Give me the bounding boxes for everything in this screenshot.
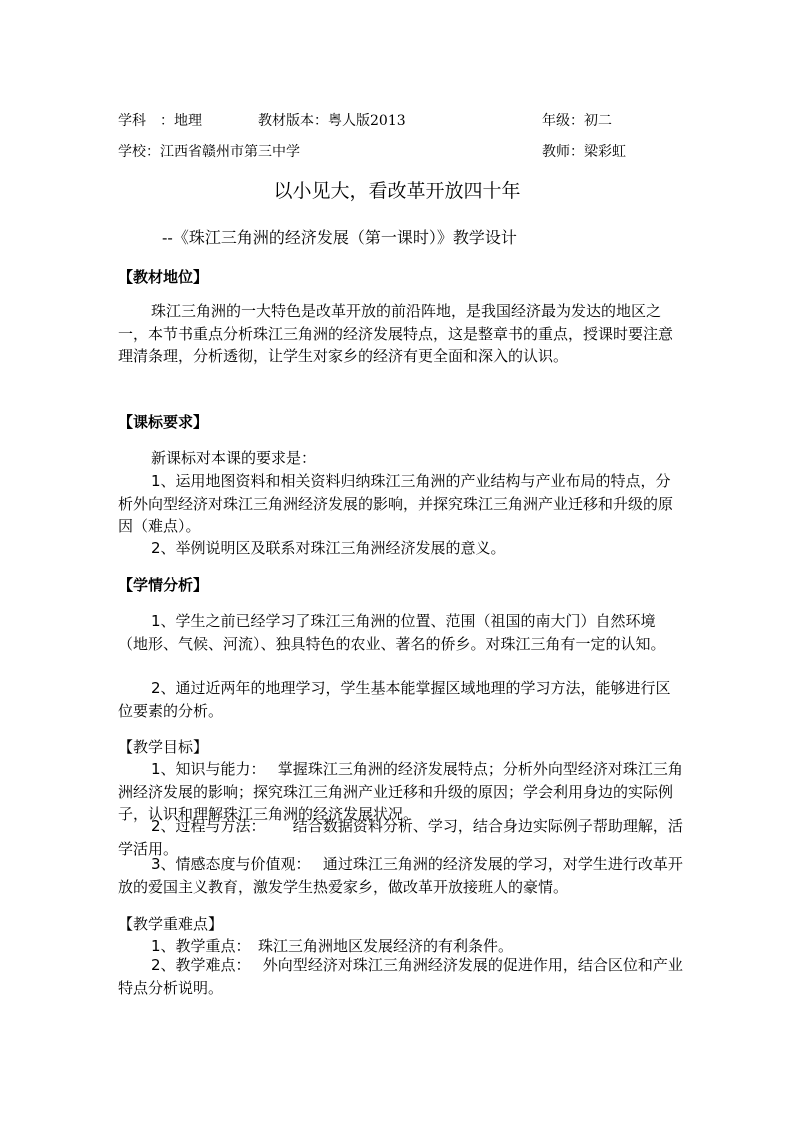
goals-paragraph: 1、知识与能力： 掌握珠江三角洲的经济发展特点；分析外向型经济对珠江三角洲经济发展的影响；探究珠江三角洲产业迁移和升级的原因；学会利用身边的实际例子，认识和理解珠江三角洲的经济发展状况。 — [118, 760, 683, 823]
position-paragraph: 珠江三角洲的一大特色是改革开放的前沿阵地，是我国经济最为发达的地区之一，本节书重点分析珠江三角洲的经济发展特点，这是整章书的重点，授课时要注意理清条理，分析透彻，让学生对家乡的经济有更全面和深入的认识。 — [118, 302, 674, 365]
standard-paragraph: 2、举例说明区及联系对珠江三角洲经济发展的意义。 — [151, 539, 506, 557]
section-heading-position: 【教材地位】 — [118, 268, 209, 286]
keypoints-paragraph: 1、教学重点： 珠江三角洲地区发展经济的有利条件。 — [151, 937, 514, 955]
textbook-label: 教材版本：粤人版2013 — [258, 113, 406, 129]
school-label: 学校：江西省赣州市第三中学 — [118, 144, 300, 160]
section-heading-standard: 【课标要求】 — [118, 413, 209, 431]
section-heading-goals: 【教学目标】 — [118, 738, 209, 756]
section-heading-students: 【学情分析】 — [118, 576, 209, 594]
grade-label: 年级：初二 — [542, 113, 612, 129]
teacher-label: 教师：梁彩虹 — [542, 144, 626, 160]
standard-paragraph: 新课标对本课的要求是： — [151, 449, 317, 467]
goals-paragraph: 3、情感态度与价值观： 通过珠江三角洲的经济发展的学习，对学生进行改革开放的爱国主义教育，激发学生热爱家乡，做改革开放接班人的豪情。 — [118, 855, 683, 896]
document-subtitle: --《珠江三角洲的经济发展（第一课时）》教学设计 — [162, 228, 517, 247]
keypoints-paragraph: 2、教学难点： 外向型经济对珠江三角洲经济发展的促进作用，结合区位和产业特点分析说明。 — [118, 956, 683, 997]
document-title: 以小见大，看改革开放四十年 — [273, 180, 521, 202]
subject-label: 学科 ：地理 — [118, 113, 202, 129]
standard-paragraph: 1、运用地图资料和相关资料归纳珠江三角洲的产业结构与产业布局的特点，分析外向型经济对珠江三角洲经济发展的影响，并探究珠江三角洲产业迁移和升级的原因（难点）。 — [118, 472, 674, 535]
students-paragraph: 2、通过近两年的地理学习，学生基本能掌握区域地理的学习方法，能够进行区位要素的分析。 — [118, 679, 671, 720]
section-heading-keypoints: 【教学重难点】 — [118, 915, 224, 933]
students-paragraph: 1、学生之前已经学习了珠江三角洲的位置、范围（祖国的南大门）自然环境（地形、气候、河流）、独具特色的农业、著名的侨乡。对珠江三角有一定的认知。 — [118, 612, 666, 653]
goals-paragraph: 2、过程与方法： 结合数据资料分析、学习，结合身边实际例子帮助理解，活学活用。 — [118, 817, 683, 858]
